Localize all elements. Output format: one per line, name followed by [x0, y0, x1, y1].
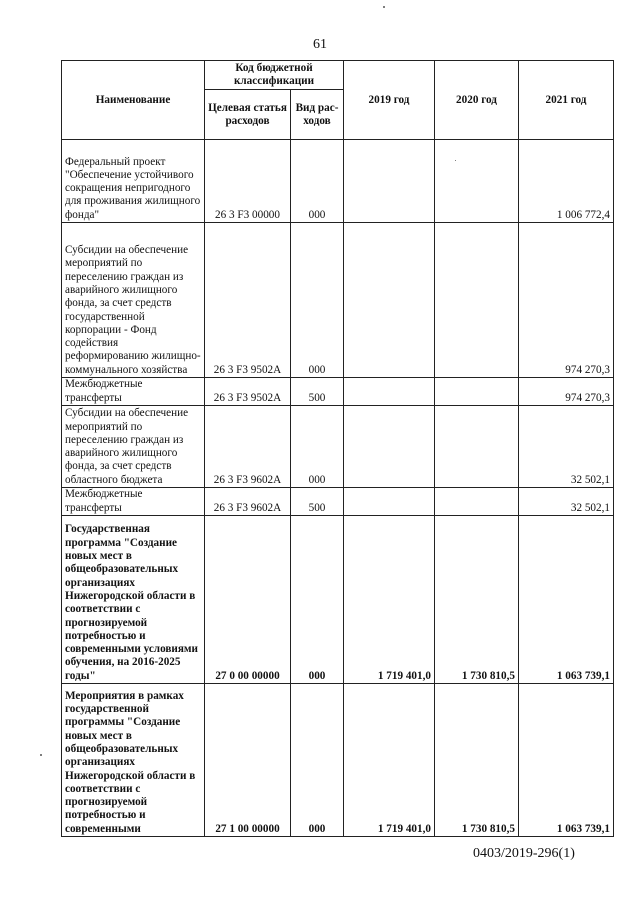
row-value-2019: 1 719 401,0 — [344, 516, 435, 684]
row-target-article: 26 3 F3 9602A — [205, 406, 291, 488]
row-target-article: 26 3 F3 9502A — [205, 378, 291, 406]
row-value-2021: 974 270,3 — [519, 223, 614, 378]
row-expense-type: 500 — [291, 488, 344, 516]
row-name: Межбюджетные трансферты — [62, 378, 205, 406]
row-value-2020 — [435, 406, 519, 488]
budget-table — [61, 60, 614, 837]
scan-speck — [383, 6, 385, 8]
row-value-2020 — [435, 223, 519, 378]
table-row — [62, 488, 614, 516]
row-value-2021: 1 063 739,1 — [519, 684, 614, 837]
row-value-2019 — [344, 378, 435, 406]
row-expense-type: 000 — [291, 406, 344, 488]
row-name: Государственная программа "Создание новых мест в общеобразовательных организациях Нижегородской области в соответствии с прогнозируемой потребностью и современными условиями обучения, на 2016-2025 годы" — [62, 516, 205, 684]
row-name: Межбюджетные трансферты — [62, 488, 205, 516]
row-value-2019 — [344, 488, 435, 516]
row-target-article: 26 3 F3 9602A — [205, 488, 291, 516]
header-expense-type: Вид рас-ходов — [291, 90, 344, 140]
row-target-article: 27 1 00 00000 — [205, 684, 291, 837]
row-value-2020: 1 730 810,5 — [435, 516, 519, 684]
row-value-2021: 32 502,1 — [519, 488, 614, 516]
row-expense-type: 000 — [291, 684, 344, 837]
scan-speck — [455, 160, 456, 161]
header-code-group: Код бюджетной классификации — [205, 61, 344, 90]
table-row — [62, 684, 614, 837]
row-value-2020 — [435, 140, 519, 223]
row-value-2021: 1 063 739,1 — [519, 516, 614, 684]
header-year-2019: 2019 год — [344, 61, 435, 140]
header-target-article: Целевая статья расходов — [205, 90, 291, 140]
row-value-2021: 32 502,1 — [519, 406, 614, 488]
row-value-2020: 1 730 810,5 — [435, 684, 519, 837]
row-value-2019 — [344, 406, 435, 488]
table-row — [62, 516, 614, 684]
row-target-article: 26 3 F3 9502A — [205, 223, 291, 378]
row-target-article: 27 0 00 00000 — [205, 516, 291, 684]
row-value-2019 — [344, 140, 435, 223]
document-code: 0403/2019-296(1) — [473, 846, 575, 861]
row-value-2020 — [435, 488, 519, 516]
row-expense-type: 500 — [291, 378, 344, 406]
row-value-2021: 974 270,3 — [519, 378, 614, 406]
row-expense-type: 000 — [291, 223, 344, 378]
row-expense-type: 000 — [291, 140, 344, 223]
scan-speck — [40, 754, 42, 756]
row-name: Субсидии на обеспечение мероприятий по переселению граждан из аварийного жилищного фонда, за счет средств областного бюджета — [62, 406, 205, 488]
row-name: Мероприятия в рамках государственной программы "Создание новых мест в общеобразовательных организациях Нижегородской области в соответствии с прогнозируемой потребностью и современными — [62, 684, 205, 837]
row-target-article: 26 3 F3 00000 — [205, 140, 291, 223]
row-name: Субсидии на обеспечение мероприятий по переселению граждан из аварийного жилищного фонда, за счет средств государственной корпорации - Фонд содействия реформированию жилищно-коммунального хозяйства — [62, 223, 205, 378]
header-name: Наименование — [62, 61, 205, 140]
header-year-2021: 2021 год — [519, 61, 614, 140]
table-row — [62, 378, 614, 406]
row-expense-type: 000 — [291, 516, 344, 684]
row-value-2019 — [344, 223, 435, 378]
page-number: 61 — [313, 37, 327, 52]
row-value-2019: 1 719 401,0 — [344, 684, 435, 837]
table-row — [62, 406, 614, 488]
table-row — [62, 140, 614, 223]
row-name: Федеральный проект "Обеспечение устойчивого сокращения непригодного для проживания жилищного фонда" — [62, 140, 205, 223]
header-year-2020: 2020 год — [435, 61, 519, 140]
row-value-2020 — [435, 378, 519, 406]
row-value-2021: 1 006 772,4 — [519, 140, 614, 223]
table-row — [62, 223, 614, 378]
